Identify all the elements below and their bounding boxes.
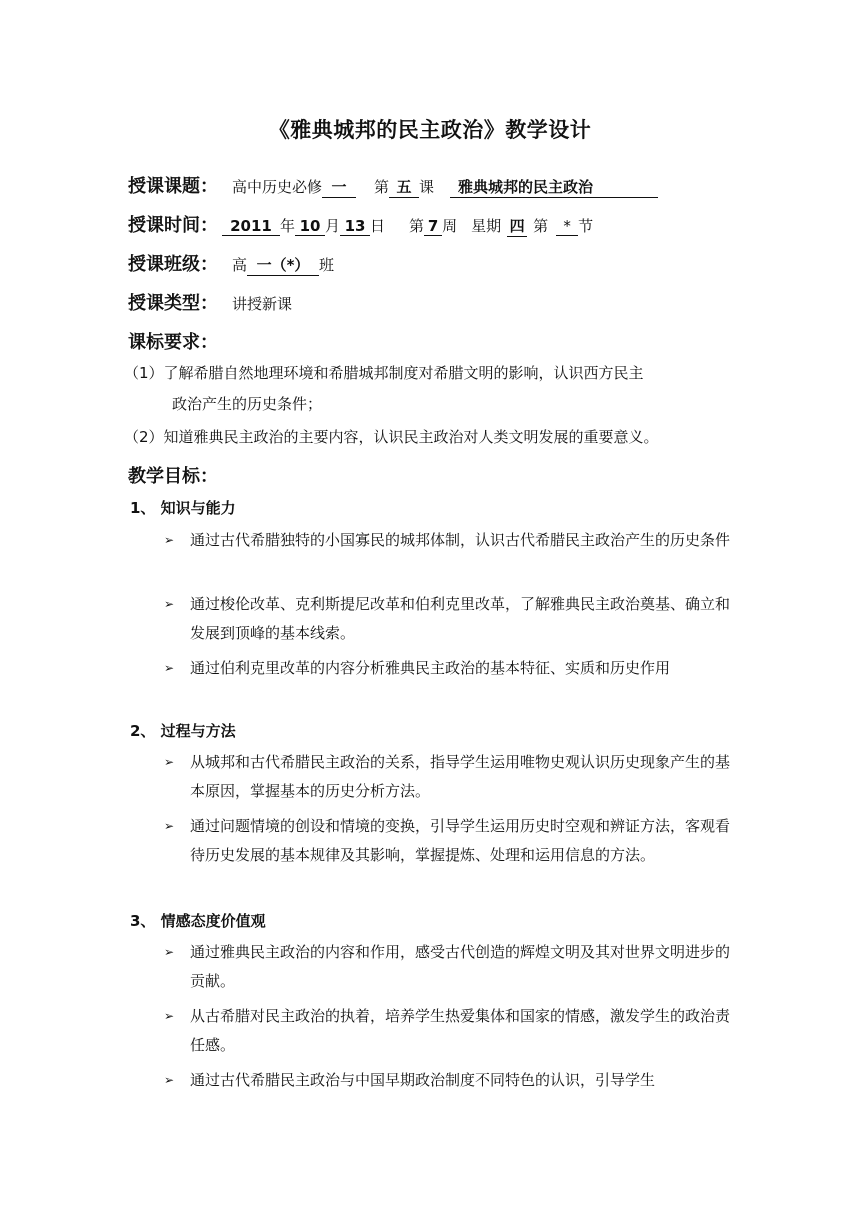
time-week: 7 xyxy=(424,217,442,236)
document-title: 《雅典城邦的民主政治》教学设计 xyxy=(268,118,592,142)
topic-lesson: 五 xyxy=(389,176,419,198)
time-week-unit: 周 xyxy=(442,217,458,235)
time-period-unit: 节 xyxy=(578,217,594,235)
field-type-label: 授课类型： xyxy=(128,293,218,314)
arrowhead-icon: ➢ xyxy=(164,1009,175,1023)
topic-lesson-post: 课 xyxy=(419,178,435,196)
field-topic-label: 授课课题： xyxy=(128,176,218,197)
goals-heading xyxy=(128,462,232,488)
topic-book: 一 xyxy=(322,176,356,198)
time-weekday-pre: 星期 xyxy=(471,217,502,235)
arrowhead-icon: ➢ xyxy=(164,945,175,959)
time-month: 10 xyxy=(295,217,325,236)
standards-label: 课标要求： xyxy=(128,332,218,353)
list-item: ➢ 从古希腊对民主政治的执着，培养学生热爱集体和国家的情感，激发学生的政治责任感。 xyxy=(164,1002,734,1060)
list-item: ➢ 从城邦和古代希腊民主政治的关系，指导学生运用唯物史观认识历史现象产生的基本原因，掌握基本的历史分析方法。 xyxy=(164,748,734,806)
arrowhead-icon: ➢ xyxy=(164,755,175,769)
arrowhead-icon: ➢ xyxy=(164,819,175,833)
arrowhead-icon: ➢ xyxy=(164,661,175,675)
field-topic xyxy=(128,172,658,198)
arrowhead-icon: ➢ xyxy=(164,597,175,611)
goals-label: 教学目标： xyxy=(128,466,218,487)
standard-item-1-line2: 政治产生的历史条件； xyxy=(172,395,323,413)
goals-section-heading: 3、 情感态度价值观 xyxy=(130,912,266,930)
list-item: ➢ 通过梭伦改革、克利斯提尼改革和伯利克里改革，了解雅典民主政治奠基、确立和发展到顶峰的基本线索。 xyxy=(164,590,734,648)
field-class-label: 授课班级： xyxy=(128,254,218,275)
list-item: ➢ 通过雅典民主政治的内容和作用，感受古代创造的辉煌文明及其对世界文明进步的贡献。 xyxy=(164,938,734,996)
topic-prefix: 高中历史必修 xyxy=(232,178,323,196)
standard-item xyxy=(124,423,659,452)
field-time-label: 授课时间： xyxy=(128,215,218,236)
arrowhead-icon: ➢ xyxy=(164,1073,175,1087)
goals-section-heading: 1、 知识与能力 xyxy=(130,499,236,517)
list-item: ➢ 通过古代希腊民主政治与中国早期政治制度不同特色的认识，引导学生 xyxy=(164,1066,734,1095)
topic-lesson-pre: 第 xyxy=(374,178,390,196)
class-grade: 一（*） xyxy=(247,254,319,276)
list-item: ➢ 通过问题情境的创设和情境的变换，引导学生运用历史时空观和辨证方法，客观看待历史发展的基本规律及其影响，掌握提炼、处理和运用信息的方法。 xyxy=(164,812,734,870)
time-week-pre: 第 xyxy=(409,217,425,235)
time-year: 2011 xyxy=(222,217,280,236)
time-period-pre: 第 xyxy=(533,217,549,235)
type-value: 讲授新课 xyxy=(232,295,293,313)
list-item: ➢ 通过古代希腊独特的小国寡民的城邦体制，认识古代希腊民主政治产生的历史条件 xyxy=(164,526,734,555)
class-prefix: 高 xyxy=(232,256,248,274)
class-suffix: 班 xyxy=(319,256,335,274)
topic-name: 雅典城邦的民主政治 xyxy=(450,176,658,198)
standard-item-1-line1: （1）了解希腊自然地理环境和希腊城邦制度对希腊文明的影响，认识西方民主 xyxy=(124,364,644,382)
time-month-unit: 月 xyxy=(325,217,341,235)
standard-item-2-line1: （2）知道雅典民主政治的主要内容，认识民主政治对人类文明发展的重要意义。 xyxy=(124,428,659,446)
list-item: ➢ 通过伯利克里改革的内容分析雅典民主政治的基本特征、实质和历史作用 xyxy=(164,654,734,683)
field-type xyxy=(128,289,292,315)
time-weekday: 四 xyxy=(507,215,527,237)
field-class xyxy=(128,250,334,276)
standard-item xyxy=(124,359,644,388)
field-time xyxy=(128,211,593,237)
standards-heading xyxy=(128,328,232,354)
time-day: 13 xyxy=(340,217,370,236)
standard-item-cont xyxy=(172,390,322,419)
arrowhead-icon: ➢ xyxy=(164,533,175,547)
time-period: * xyxy=(556,217,578,236)
goals-section-heading: 2、 过程与方法 xyxy=(130,722,236,740)
time-year-unit: 年 xyxy=(280,217,296,235)
time-day-unit: 日 xyxy=(370,217,386,235)
